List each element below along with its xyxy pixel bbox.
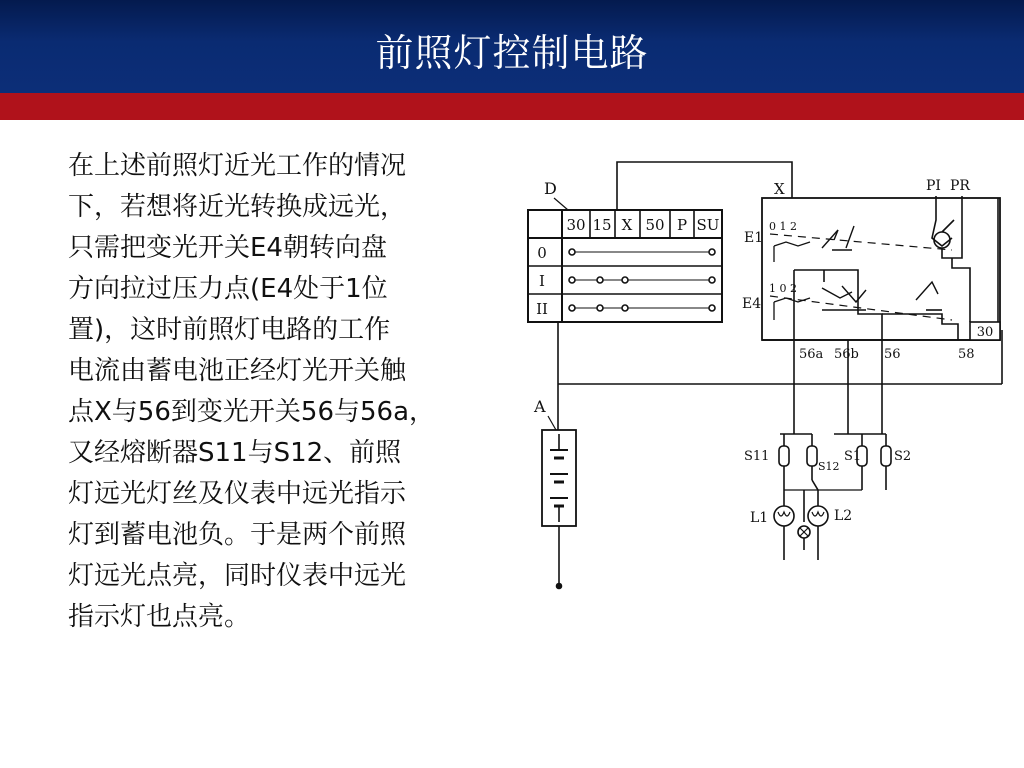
column-label: 30 — [566, 216, 586, 234]
terminal-30-label: 30 — [976, 325, 994, 340]
column-label: X — [621, 216, 633, 234]
fuse-s11-label: S11 — [744, 449, 770, 464]
headlight-circuit-diagram — [522, 150, 1022, 600]
paragraph-line: 指示灯也点亮。 — [68, 602, 251, 632]
paragraph-line: 只需把变光开关E4朝转向盘 — [68, 233, 387, 263]
fuse-s1-label: S1 — [844, 449, 862, 464]
lamp-l2 — [808, 480, 828, 560]
lamp-l1 — [774, 490, 794, 560]
paragraph-line: 在上述前照灯近光工作的情况 — [68, 151, 407, 181]
label-e4: E4 — [742, 296, 762, 312]
combination-switch — [742, 196, 1000, 340]
explanation-paragraph — [68, 146, 516, 638]
paragraph-line: 灯远光灯丝及仪表中远光指示 — [68, 479, 407, 509]
fuse-s12-icon — [807, 446, 817, 466]
paragraph-line: 方向拉过压力点(E4处于1位 — [68, 274, 388, 304]
paragraph-line: 灯远光点亮，同时仪表中远光 — [68, 561, 407, 591]
red-accent-band — [0, 93, 1024, 120]
terminal-56a-label: 56a — [799, 347, 824, 362]
column-label: P — [676, 216, 688, 234]
column-label: SU — [696, 216, 720, 234]
paragraph-line: 电流由蓄电池正经灯光开关触 — [68, 356, 407, 386]
column-label: 50 — [645, 216, 665, 234]
title-bar — [0, 0, 1024, 93]
label-d: D — [544, 179, 557, 198]
e1-positions: 0 1 2 — [769, 220, 797, 233]
paragraph-line: 灯到蓄电池负。于是两个前照 — [68, 520, 407, 550]
paragraph-line: 又经熔断器S11与S12、前照 — [68, 438, 402, 468]
terminal-58-label: 58 — [958, 347, 975, 362]
battery-icon — [550, 434, 568, 522]
terminal-56-label: 56 — [884, 347, 901, 362]
paragraph-line: 置)，这时前照灯电路的工作 — [68, 315, 391, 345]
label-x: X — [774, 180, 785, 198]
lamp-l2-label: L2 — [834, 508, 853, 524]
e4-positions: 1 0 2 — [769, 282, 797, 295]
row-label: I — [539, 272, 545, 290]
fuse-s11-icon — [779, 446, 789, 466]
paragraph-line: 下，若想将近光转换成远光， — [68, 192, 407, 222]
lamp-l1-label: L1 — [750, 510, 769, 526]
label-e1: E1 — [744, 230, 764, 246]
row-label: II — [536, 300, 548, 318]
label-pr: PR — [950, 178, 970, 194]
label-pi: PI — [926, 178, 941, 194]
column-label: 15 — [592, 216, 612, 234]
slide-title: 前照灯控制电路 — [375, 31, 649, 75]
fuse-s2-icon — [881, 446, 891, 466]
fuse-s12-label: S12 — [818, 460, 840, 473]
terminal-56b-label: 56b — [834, 347, 859, 362]
light-switch-table — [528, 210, 722, 322]
label-a: A — [534, 397, 546, 416]
fuse-s2-label: S2 — [894, 449, 912, 464]
paragraph-line: 点X与56到变光开关56与56a， — [68, 397, 435, 427]
row-label: 0 — [537, 244, 547, 262]
